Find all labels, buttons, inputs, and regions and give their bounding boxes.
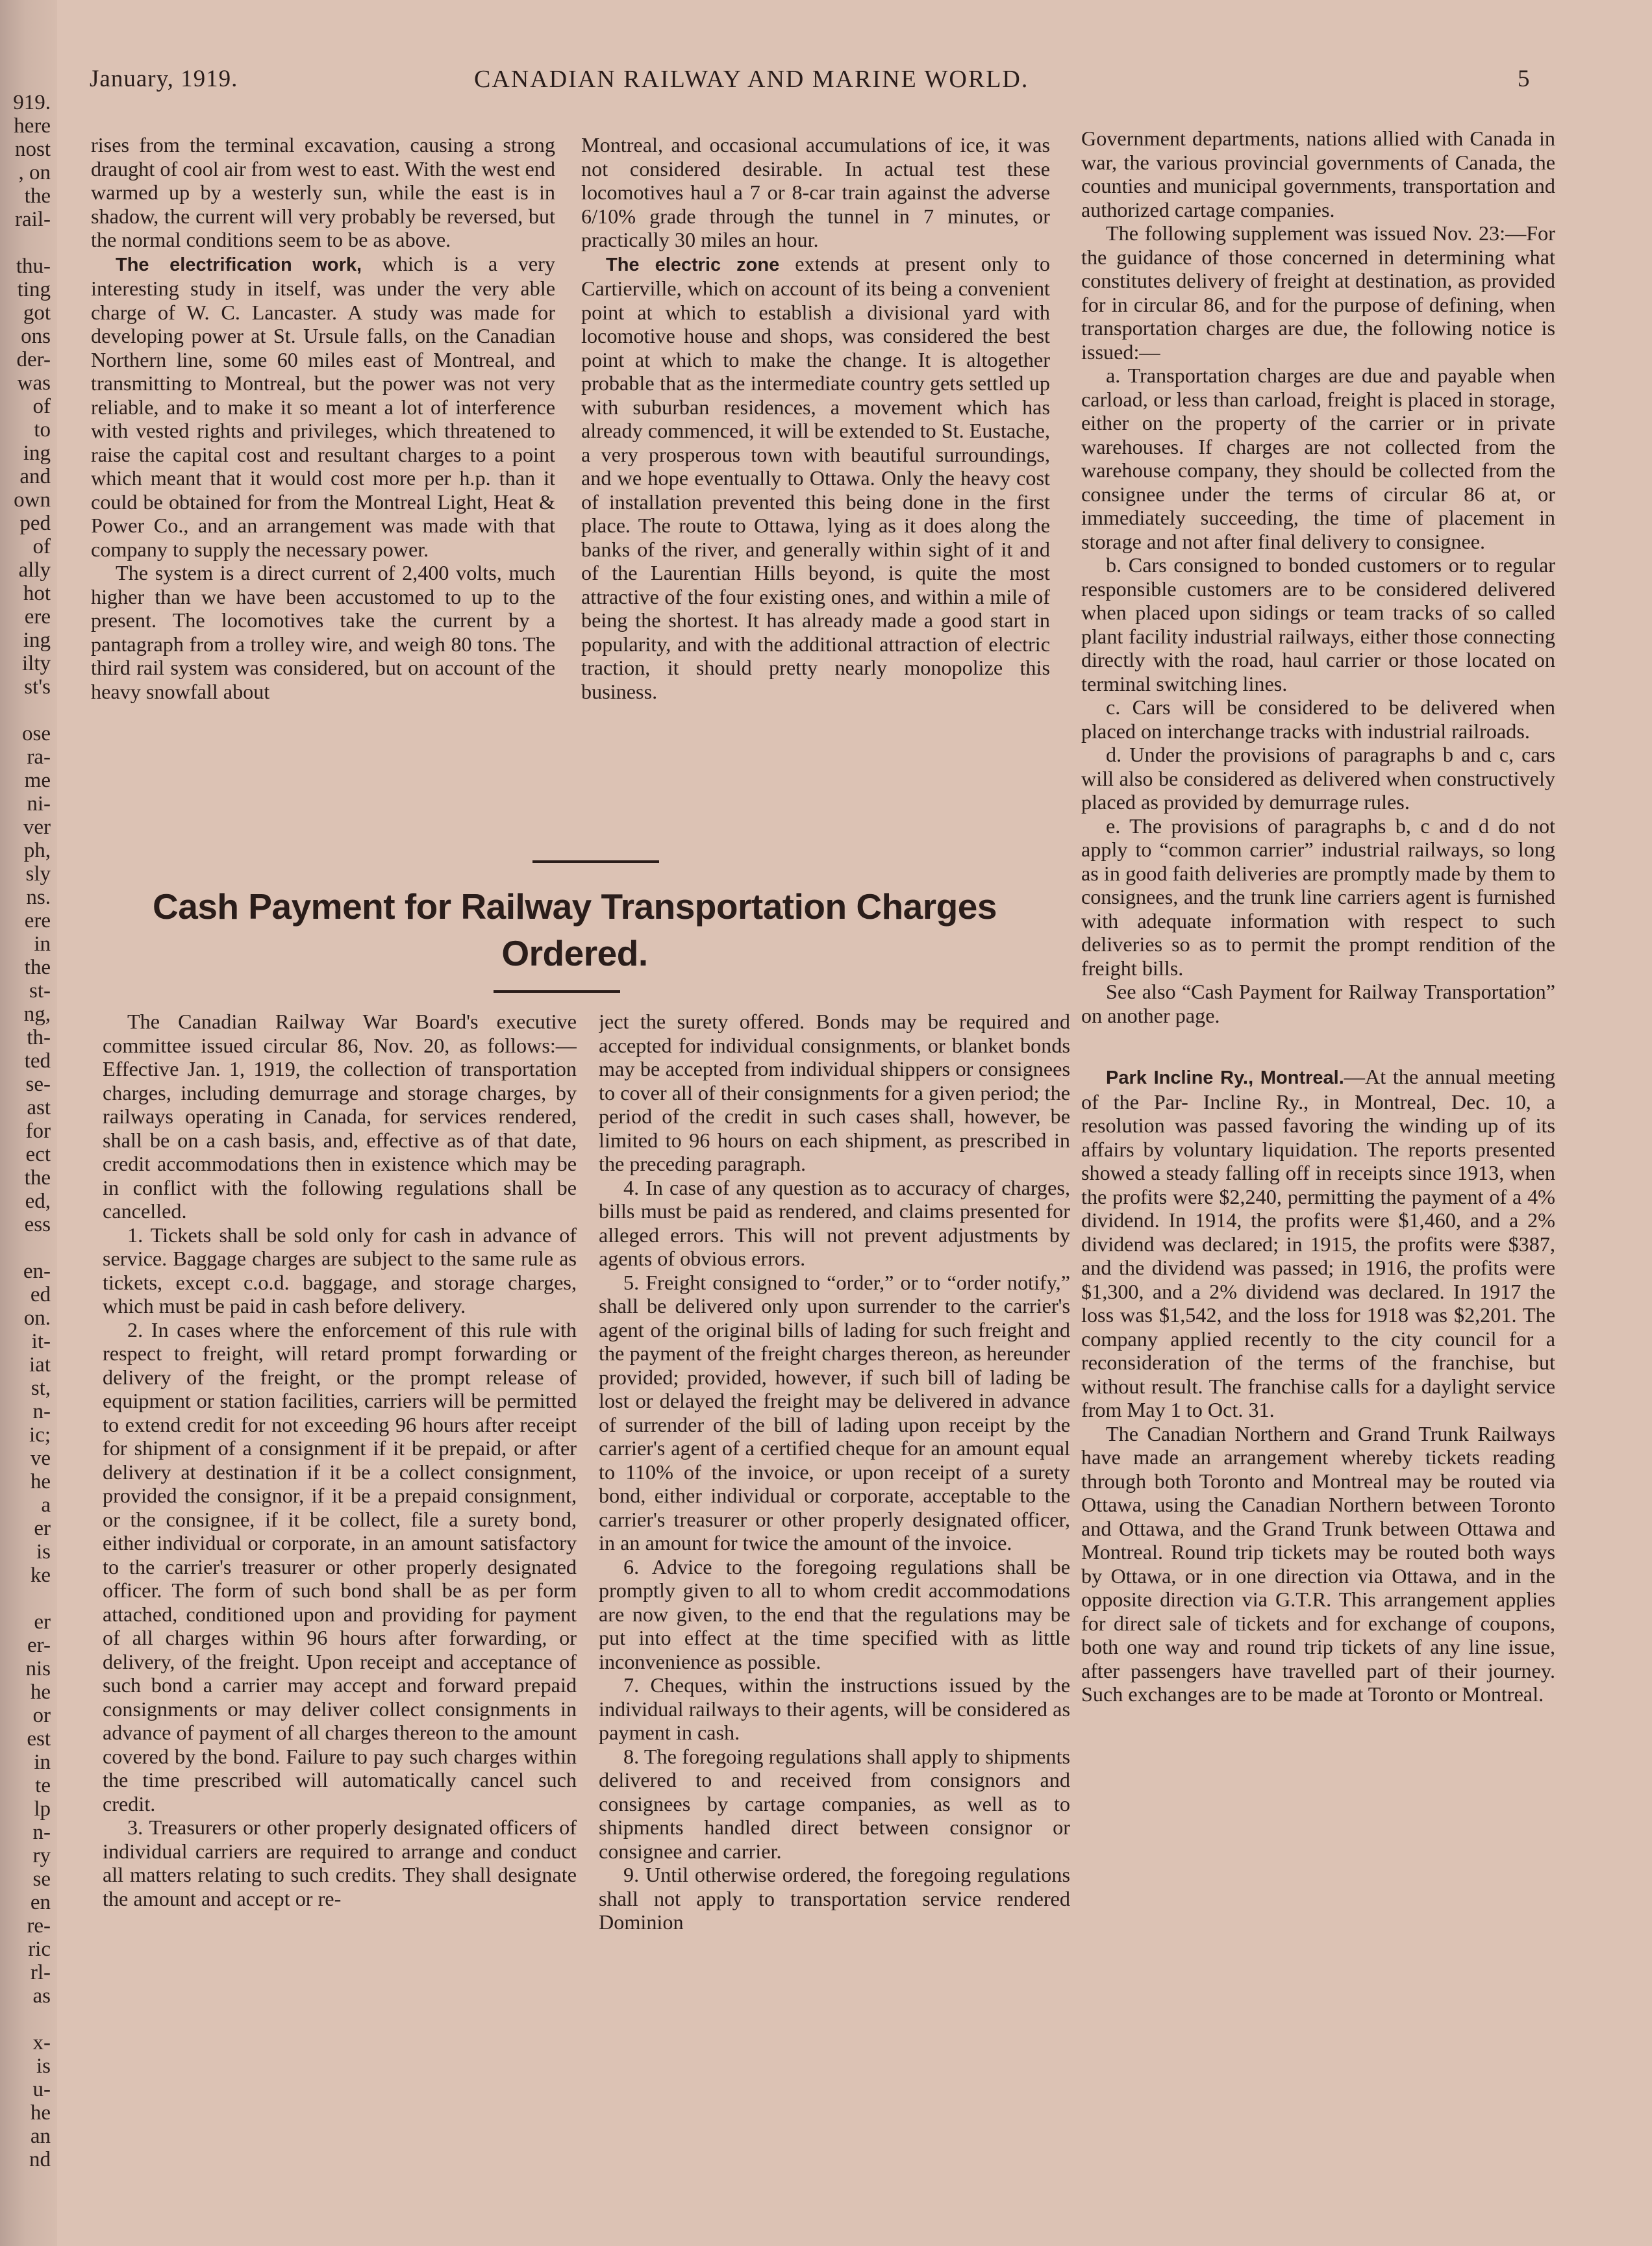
paragraph: 8. The foregoing regulations shall apply to shipments delivered to and received from consignors and consignees by cartage companies, as well as to shipments handled direct between consignor or consignee and carrier. <box>599 1744 1070 1863</box>
gutter-fragment: nost <box>14 138 51 161</box>
gutter-fragment: ver <box>23 816 51 839</box>
gutter-fragment: of <box>32 395 51 418</box>
gutter-fragment: nis <box>25 1657 51 1680</box>
gutter-fragment: n- <box>32 1821 51 1844</box>
paragraph-text: —At the annual meeting of the Par- Incline Ry., in Montreal, Dec. 10, a resolution was passed favoring the winding up of its affairs by voluntary liquidation. The reports presented showed a steady falling off in receipts since 1913, when the profits were $2,240, permitting the payment of a 4% dividend. In 1914, the profits were $1,460, and a 2% dividend was declared; in 1915, the profits were $387, and the dividend was passed; in 1916, the profits were $1,300, and a 2% dividend was declared. In 1917 the loss was $1,542, and the loss for 1918 was $2,201. The company applied recently to the city council for a reconsideration of the terms of the franchise, but without result. The franchise calls for a daylight service from May 1 to Oct. 31. <box>1081 1065 1555 1421</box>
gutter-fragment: te <box>35 1774 51 1797</box>
paragraph: a. Transportation charges are due and payable when carload, or less than carload, freight is placed in storage, either on the property of the carrier or in private warehouses. If charges are not collected from the warehouse company, they should be collected from the consignee under the terms of circular 86 at, or immediately succeeding, the time of placement in storage and not after final delivery to consignee. <box>1081 364 1555 553</box>
gutter-fragment: 919. <box>13 91 51 114</box>
column-upper-left <box>91 133 555 847</box>
gutter-fragment: , on <box>18 161 51 184</box>
title-divider <box>494 990 620 993</box>
column-upper-middle <box>581 133 1050 847</box>
gutter-fragment: re- <box>27 1914 51 1938</box>
paragraph: 4. In case of any question as to accuracy of charges, bills must be paid as rendered, and claims presented for alleged errors. This will not prevent adjustments by agents of obvious errors. <box>599 1175 1070 1270</box>
gutter-fragment: u- <box>32 2078 51 2101</box>
paragraph: The system is a direct current of 2,400 volts, much higher than we have been accustomed to up to the present. The locomotives take the current by a pantagraph from a trolley wire, and weigh 80 tons. The third rail system was considered, but on account of the heavy snowfall about <box>91 561 555 703</box>
paragraph: 7. Cheques, within the instructions issued by the individual railways to their agents, will be considered as payment in cash. <box>599 1673 1070 1744</box>
gutter-fragment: got <box>23 301 51 325</box>
gutter-fragment: er- <box>27 1634 51 1657</box>
gutter-fragment: he <box>30 2101 51 2125</box>
paragraph: Montreal, and occasional accumulations of ice, it was not considered desirable. In actual test these locomotives haul a 7 or 8-car train against the adverse 6/10% grade through the tunnel in 7 minutes, or practically 30 miles an hour. <box>581 133 1050 251</box>
gutter-fragment: ting <box>17 278 51 301</box>
gutter-fragment: ed <box>30 1283 51 1306</box>
paragraph: 9. Until otherwise ordered, the foregoing regulations shall not apply to transportation service rendered Dominion <box>599 1863 1070 1934</box>
gutter-fragment: thu- <box>16 255 51 278</box>
gutter-fragment: of <box>32 535 51 558</box>
page-number: 5 <box>1518 66 1531 92</box>
gutter-fragment: x- <box>32 2031 51 2054</box>
gutter-fragment: ing <box>23 629 51 652</box>
gutter-fragment: ic; <box>29 1423 51 1447</box>
paragraph: b. Cars consigned to bonded customers or to regular responsible customers are to be considered delivered when placed upon sidings or team tracks of so called plant facility industrial railways, either those connecting directly with the road, haul carrier or those located on terminal switching lines. <box>1081 553 1555 695</box>
gutter-fragment: ry <box>32 1844 51 1867</box>
gutter-fragment: iat <box>29 1353 51 1377</box>
gutter-fragment: for <box>25 1119 51 1143</box>
gutter-fragment: n- <box>32 1400 51 1423</box>
gutter-fragment: here <box>14 114 51 138</box>
gutter-fragment: he <box>30 1680 51 1704</box>
paragraph <box>581 252 1050 704</box>
header-date: January, 1919. <box>90 66 238 92</box>
gutter-fragment: a <box>41 1493 51 1517</box>
paragraph: 3. Treasurers or other properly designated officers of individual carriers are required to arrange and conduct all matters relating to such credits. They shall designate the amount and accept or re- <box>103 1816 577 1910</box>
run-in-heading: The electrification work, <box>116 254 362 275</box>
gutter-fragment: was <box>17 371 51 395</box>
gutter-fragment: ng, <box>23 1003 51 1026</box>
gutter-fragment: st's <box>24 675 51 699</box>
paragraph: The Canadian Northern and Grand Trunk Railways have made an arrangement whereby tickets reading through both Toronto and Montreal may be routed via Ottawa, using the Canadian Northern between Toronto and Ottawa, and the Grand Trunk between Ottawa and Montreal. Round trip tickets may be routed both ways by Ottawa, or in one direction via Ottawa, and in the opposite direction via G.T.R. This arrangement applies for direct sale of tickets and for exchange of coupons, both one way and round trip tickets of any line issue, after passengers have travelled part of their journey. Such exchanges are to be made at Toronto or Montreal. <box>1081 1421 1555 1706</box>
gutter-fragment: ose <box>22 722 51 745</box>
section-divider <box>532 860 659 863</box>
gutter-fragment: der- <box>16 348 51 371</box>
gutter-fragment: lp <box>34 1797 51 1821</box>
gutter-fragment: th- <box>27 1026 51 1049</box>
gutter-fragment: se- <box>25 1073 51 1096</box>
gutter-fragment: hot <box>23 582 51 605</box>
paragraph: 2. In cases where the enforcement of this rule with respect to freight, will retard prompt forwarding or delivery of the freight, or the prompt release of equipment or station facilities, carriers will be permitted to extend credit for not exceeding 96 hours after receipt for shipment of a consignment if it be prepaid, or after delivery at destination if it be a collect consignment, provided the consignor, if it be a prepaid consignment, or the consignee, if it be collect, file a surety bond, either individual or corporate, in an amount satisfactory to the carrier's treasurer or other properly designated officer. The form of such bond shall be as per form attached, conditioned upon and providing for payment of all charges within 96 hours after forwarding, or delivery, of the freight. Upon receipt and acceptance of such bond a carrier may accept and forward prepaid consignments or may deliver collect consignments in advance of payment of all charges thereon to the amount covered by the bond. Failure to pay such charges within the time prescribed will automatically cancel such credit. <box>103 1317 577 1816</box>
gutter-fragment: ere <box>24 909 51 932</box>
gutter-fragment: en <box>30 1891 51 1914</box>
gutter-fragment: an <box>30 2125 51 2148</box>
paragraph: ject the surety offered. Bonds may be required and accepted for individual consignments, or blanket bonds may be accepted from individual shippers or consignees to cover all of their consignments for a given period; the period of the credit in such cases shall, however, be limited to 96 hours on each shipment, as prescribed in the preceding paragraph. <box>599 1010 1070 1175</box>
spacer <box>1081 1027 1555 1065</box>
gutter-fragment: ric <box>28 1938 51 1961</box>
gutter-fragment: on. <box>23 1306 51 1330</box>
gutter-fragment: rl- <box>30 1961 51 1984</box>
paragraph: 1. Tickets shall be sold only for cash in advance of service. Baggage charges are subject to the same rule as tickets, except c.o.d. baggage, and storage charges, which must be paid in cash before delivery. <box>103 1223 577 1317</box>
article-title: Cash Payment for Railway Transportation Charges Ordered. <box>153 886 997 973</box>
gutter-fragment: sly <box>25 862 51 886</box>
gutter-fragment: er <box>34 1517 51 1540</box>
gutter-fragment: er <box>34 1610 51 1634</box>
gutter-fragment: ect <box>25 1143 51 1166</box>
gutter-fragment: ons <box>21 325 51 348</box>
adjacent-page-gutter <box>0 0 57 2246</box>
gutter-fragment: to <box>34 418 51 442</box>
gutter-fragment: ph, <box>23 839 51 862</box>
gutter-fragment: ally <box>18 558 51 582</box>
paragraph: rises from the terminal excavation, causing a strong draught of cool air from west to east. With the west end warmed up by a westerly sun, while the east is in shadow, the current will very probably be reversed, but the normal conditions seem to be as above. <box>91 133 555 251</box>
paragraph <box>1081 1065 1555 1422</box>
gutter-fragment: as <box>32 1984 51 2008</box>
gutter-fragment: st- <box>29 979 51 1003</box>
gutter-fragment: ns. <box>26 886 51 909</box>
paragraph: 5. Freight consigned to “order,” or to “order notify,” shall be delivered only upon surrender to the carrier's agent of the original bills of lading for such freight and the payment of the freight charges thereon, as hereunder provided; provided, however, if such bill of lading be lost or delayed the freight may be delivered in advance of surrender of the bill of lading upon receipt by the carrier's agent of a certified cheque for an amount equal to 110% of the invoice, or upon receipt of a surety bond, either individual or corporate, acceptable to the carrier's treasurer or other properly designated officer, in an amount for twice the amount of the invoice. <box>599 1270 1070 1554</box>
gutter-fragment: est <box>27 1727 51 1751</box>
gutter-fragment: in <box>34 932 51 956</box>
page-header <box>84 65 1552 104</box>
gutter-fragment: rail- <box>15 208 51 231</box>
gutter-fragment: ilty <box>21 652 51 675</box>
gutter-fragment: is <box>36 1540 51 1564</box>
gutter-fragment: ed, <box>25 1190 51 1213</box>
gutter-fragment: ve <box>30 1447 51 1470</box>
paragraph: Government departments, nations allied with Canada in war, the various provincial governments of Canada, the counties and municipal governments, transportation and authorized cartage companies. <box>1081 127 1555 221</box>
gutter-fragment: ni- <box>27 792 51 816</box>
paragraph: The Canadian Railway War Board's executive committee issued circular 86, Nov. 20, as follows:—Effective Jan. 1, 1919, the collection of transportation charges, including demurrage and storage charges, by railways operating in Canada, for services rendered, shall be on a cash basis, and, effective as of that date, credit accommodations then in existence which may be in conflict with the following regulations shall be cancelled. <box>103 1010 577 1223</box>
gutter-fragment: en- <box>23 1260 51 1283</box>
gutter-fragment: ra- <box>27 745 51 769</box>
gutter-fragment: the <box>24 956 51 979</box>
column-right <box>1081 127 1555 2140</box>
paragraph: The following supplement was issued Nov. 23:—For the guidance of those concerned in determining what constitutes delivery of freight at destination, as provided for in circular 86, and for the purpose of defining, when transportation charges are due, the following notice is issued:— <box>1081 221 1555 364</box>
gutter-fragment: own <box>14 488 51 512</box>
paragraph: 6. Advice to the foregoing regulations shall be promptly given to all to whom credit accommodations are now given, to the end that the regulations may be put into effect at the time specified with as little inconvenience as possible. <box>599 1554 1070 1673</box>
gutter-fragment: or <box>32 1704 51 1727</box>
gutter-fragment: is <box>36 2054 51 2078</box>
gutter-fragment: me <box>24 769 51 792</box>
gutter-fragment: st, <box>31 1377 51 1400</box>
gutter-fragment: the <box>24 184 51 208</box>
paragraph: e. The provisions of paragraphs b, c and d do not apply to “common carrier” industrial railways, so long as in good faith deliveries are promptly made by them to consignees, and the trunk line carriers agent is furnished with adequate information with respect to such deliveries so as to permit the prompt rendition of the freight bills. <box>1081 814 1555 980</box>
gutter-fragment: se <box>32 1867 51 1891</box>
header-publication-title: CANADIAN RAILWAY AND MARINE WORLD. <box>474 66 1029 93</box>
gutter-fragment: ing <box>23 442 51 465</box>
paragraph: See also “Cash Payment for Railway Transportation” on another page. <box>1081 980 1555 1027</box>
paragraph: c. Cars will be considered to be delivered when placed on interchange tracks with industrial railroads. <box>1081 695 1555 743</box>
gutter-fragment: in <box>34 1751 51 1774</box>
gutter-fragment: ere <box>24 605 51 629</box>
paragraph-text: which is a very interesting study in itself, was under the very able charge of W. C. Lancaster. A study was made for developing power at St. Ursule falls, on the Canadian Northern line, some 60 miles east of Montreal, and transmitting to Montreal, but the power was not very reliable, and to make it so meant a lot of interference with vested rights and privileges, which threatened to raise the capital cost and resultant charges to a point which meant that it would cost more per h.p. than it could be obtained for from the Montreal Light, Heat & Power Co., and an arrangement was made with that company to supply the necessary power. <box>91 251 555 561</box>
gutter-fragment: ast <box>27 1096 51 1119</box>
run-in-heading: Park Incline Ry., Montreal. <box>1106 1067 1344 1088</box>
gutter-fragment: it- <box>31 1330 51 1353</box>
gutter-fragment: ped <box>19 512 51 535</box>
gutter-fragment: the <box>24 1166 51 1190</box>
paragraph-text: extends at present only to Cartierville, which on account of its being a convenient point at which to establish a divisional yard with locomotive house and shops, was considered the best point at which to make the change. It is altogether probable that as the intermediate country gets settled up with suburban residences, a movement which has already commenced, it will be extended to St. Eustache, a very prosperous town with beautiful surroundings, and we hope eventually to Ottawa. Only the heavy cost of installation prevented this being done in the first place. The route to Ottawa, lying as it does along the banks of the river, and generally within sight of it and of the Laurentian Hills beyond, is quite the most attractive of the four existing ones, and within a mile of being the shortest. It has already made a good start in popularity, and with the additional attraction of electric traction, it should pretty nearly monopolize this business. <box>581 251 1050 703</box>
gutter-fragment: ted <box>24 1049 51 1073</box>
gutter-fragment: ess <box>24 1213 51 1236</box>
column-lower-middle <box>599 1010 1070 2149</box>
paragraph <box>91 252 555 562</box>
gutter-fragment: nd <box>29 2148 51 2171</box>
gutter-fragment: and <box>19 465 51 488</box>
column-lower-left <box>103 1010 577 2149</box>
gutter-fragment: ke <box>30 1564 51 1587</box>
paragraph: d. Under the provisions of paragraphs b and c, cars will also be considered as delivered when constructively placed as provided by demurrage rules. <box>1081 743 1555 814</box>
gutter-fragment: he <box>30 1470 51 1493</box>
run-in-heading: The electric zone <box>606 254 780 275</box>
